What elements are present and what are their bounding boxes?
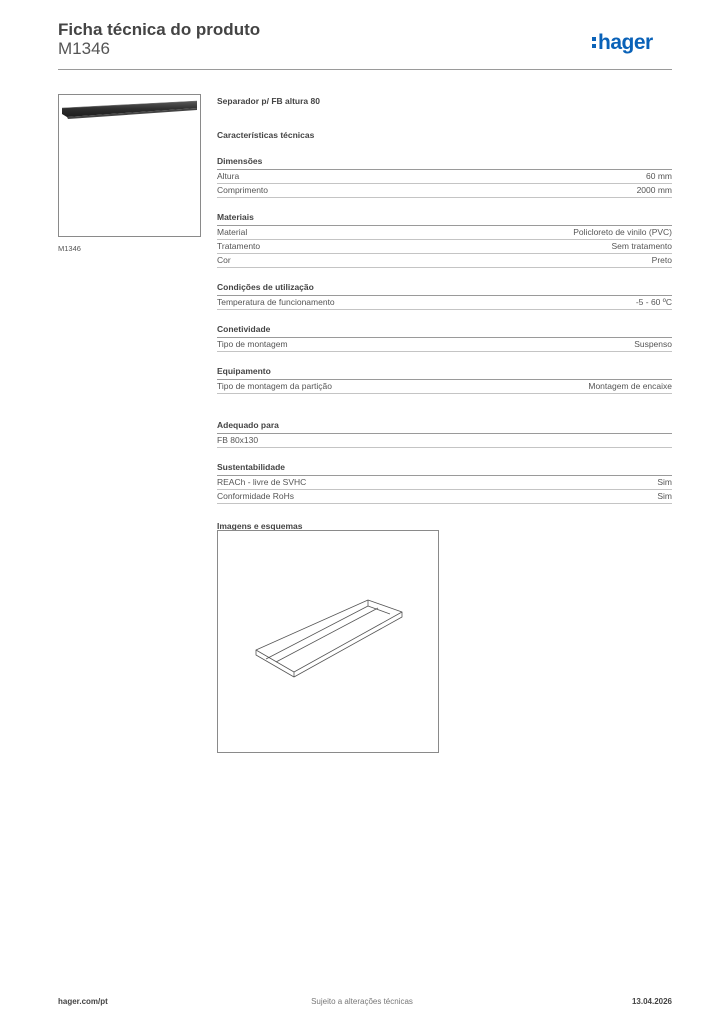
spec-row — [217, 254, 672, 268]
logo-text: hager — [598, 31, 653, 54]
spec-row — [217, 476, 672, 490]
spec-section-equipment — [217, 365, 672, 394]
footer-notice: Sujeito a alterações técnicas — [311, 997, 413, 1006]
photo-caption: M1346 — [58, 244, 81, 253]
spec-label: Altura — [217, 171, 240, 181]
spec-label: Cor — [217, 255, 231, 265]
spec-label: Conformidade RoHs — [217, 491, 295, 501]
section-heading: Dimensões — [217, 155, 672, 170]
spec-row — [217, 490, 672, 504]
spec-value: Suspenso — [634, 339, 672, 349]
spec-row — [217, 338, 672, 352]
footer-date: 13.04.2026 — [631, 997, 672, 1006]
section-heading: Conetividade — [217, 323, 672, 338]
spec-row — [217, 226, 672, 240]
spec-label: REACh - livre de SVHC — [217, 477, 307, 487]
sustainability-section — [217, 461, 672, 504]
hager-logo — [592, 28, 672, 56]
technical-drawing — [217, 530, 439, 753]
images-heading: Imagens e esquemas — [217, 521, 303, 531]
spec-section-dimensions — [217, 155, 672, 198]
spec-label: Material — [217, 227, 248, 237]
spec-row — [217, 240, 672, 254]
spec-value: Sim — [657, 477, 672, 487]
spec-section-conditions — [217, 281, 672, 310]
section-heading: Sustentabilidade — [217, 461, 672, 476]
spec-content — [217, 96, 672, 533]
spec-label: Tipo de montagem da partição — [217, 381, 332, 391]
spec-section-connectivity — [217, 323, 672, 352]
section-heading: Equipamento — [217, 365, 672, 380]
product-photo — [58, 94, 201, 237]
spec-value: 2000 mm — [636, 185, 672, 195]
spec-value: 60 mm — [646, 171, 672, 181]
product-name: Separador p/ FB altura 80 — [217, 96, 320, 106]
spec-row — [217, 170, 672, 184]
spec-row — [217, 380, 672, 394]
specs-title: Características técnicas — [217, 130, 315, 140]
document-title: Ficha técnica do produto — [58, 20, 261, 39]
spec-label: Tratamento — [217, 241, 261, 251]
spec-row — [217, 296, 672, 310]
spec-value: Preto — [651, 255, 672, 265]
spec-value: Montagem de encaixe — [588, 381, 672, 391]
suitable-for-section — [217, 419, 672, 448]
spec-value: Sem tratamento — [611, 241, 672, 251]
product-photo-image — [59, 95, 200, 236]
spec-value: -5 - 60 ºC — [635, 297, 672, 307]
spec-value: Sim — [657, 491, 672, 501]
footer-website[interactable]: hager.com/pt — [58, 997, 108, 1006]
spec-label: Temperatura de funcionamento — [217, 297, 335, 307]
suitable-item: FB 80x130 — [217, 434, 672, 448]
spec-row — [217, 184, 672, 198]
separator-line-drawing — [218, 531, 438, 752]
spec-section-materials — [217, 211, 672, 268]
section-heading: Materiais — [217, 211, 672, 226]
spec-value: Policloreto de vinilo (PVC) — [573, 227, 672, 237]
header-divider — [58, 69, 672, 70]
spec-label: Comprimento — [217, 185, 269, 195]
spec-label: Tipo de montagem — [217, 339, 288, 349]
product-code: M1346 — [58, 39, 110, 58]
section-heading: Condições de utilização — [217, 281, 672, 296]
section-heading: Adequado para — [217, 419, 672, 434]
